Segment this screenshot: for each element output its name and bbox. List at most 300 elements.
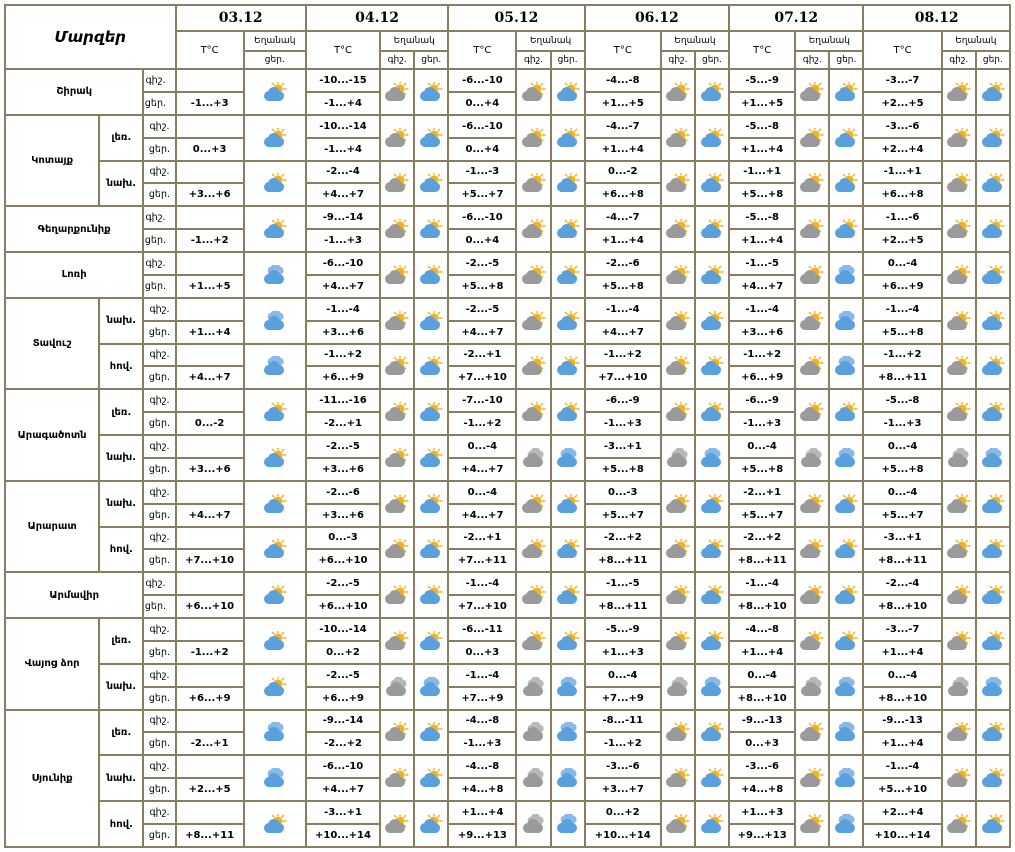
sun-behind-gray-cloud-icon (662, 219, 694, 239)
temperature-cell: -1...+4 (306, 92, 380, 115)
weather-header: Եղանակ (795, 31, 863, 51)
weather-header: Եղանակ (661, 31, 729, 51)
cloudy-blue-icon (552, 448, 584, 468)
weather-icon-cell (244, 481, 306, 527)
zone-label: հով. (99, 801, 143, 847)
temperature-cell: -4...-8 (448, 710, 516, 733)
weather-icon-cell (942, 389, 976, 435)
weather-icon-cell (661, 481, 695, 527)
gray-clouds-icon (796, 677, 828, 697)
temperature-cell: -2...-4 (863, 572, 941, 595)
weather-icon-cell (380, 527, 414, 573)
time-of-day-label: գիշ. (143, 618, 175, 641)
table-row (5, 527, 1010, 550)
weather-icon-cell (551, 69, 585, 115)
sun-behind-gray-cloud-icon (943, 356, 975, 376)
region-name: Վայոց ձոր (5, 618, 99, 710)
region-name: Լոռի (5, 252, 143, 298)
temperature-cell: -4...-7 (585, 115, 661, 138)
sun-behind-gray-cloud-icon (796, 265, 828, 285)
weather-icon-cell (244, 69, 306, 115)
temperature-cell: 0...-2 (585, 161, 661, 184)
weather-icon-cell (661, 572, 695, 618)
weather-icon-cell (551, 710, 585, 756)
date-header: 07.12 (729, 5, 863, 31)
night-subheader: գիշ. (516, 51, 550, 69)
sun-behind-cloud-icon (245, 677, 305, 697)
temperature-cell: +10...+14 (863, 824, 941, 847)
sun-behind-gray-cloud-icon (796, 768, 828, 788)
weather-icon-cell (244, 572, 306, 618)
weather-icon-cell (976, 389, 1010, 435)
date-header: 08.12 (863, 5, 1010, 31)
temperature-cell: +4...+7 (306, 778, 380, 801)
weather-icon-cell (795, 618, 829, 664)
cloudy-blue-icon (552, 814, 584, 834)
sun-behind-gray-cloud-icon (517, 265, 549, 285)
weather-icon-cell (695, 481, 729, 527)
weather-icon-cell (976, 344, 1010, 390)
empty-temp-cell (176, 435, 244, 458)
cloudy-blue-icon (830, 311, 862, 331)
gray-clouds-icon (662, 448, 694, 468)
sun-behind-cloud-icon (830, 219, 862, 239)
weather-icon-cell (976, 664, 1010, 710)
temperature-cell: 0...+2 (585, 801, 661, 824)
temperature-cell: +1...+5 (585, 92, 661, 115)
temperature-cell: -1...-6 (863, 206, 941, 229)
weather-icon-cell (551, 252, 585, 298)
temperature-cell: 0...+2 (306, 641, 380, 664)
temperature-cell: +7...+11 (448, 549, 516, 572)
table-row (5, 252, 1010, 275)
sun-behind-cloud-icon (977, 768, 1009, 788)
temperature-cell: -1...-4 (585, 298, 661, 321)
weather-icon-cell (551, 206, 585, 252)
empty-temp-cell (176, 298, 244, 321)
temperature-cell: 0...-4 (863, 664, 941, 687)
empty-temp-cell (176, 755, 244, 778)
sun-behind-cloud-icon (245, 814, 305, 834)
cloudy-blue-icon (830, 356, 862, 376)
sun-behind-cloud-icon (245, 173, 305, 193)
weather-icon-cell (516, 527, 550, 573)
temperature-cell: -6...-9 (729, 389, 795, 412)
sun-behind-cloud-icon (977, 402, 1009, 422)
sun-behind-gray-cloud-icon (943, 82, 975, 102)
temperature-cell: -2...+2 (306, 732, 380, 755)
table-row (5, 618, 1010, 641)
weather-icon-cell (551, 115, 585, 161)
temperature-cell: +5...+7 (729, 504, 795, 527)
temperature-cell: -1...+3 (306, 229, 380, 252)
region-name: Գեղարքունիք (5, 206, 143, 252)
sun-behind-cloud-icon (552, 402, 584, 422)
temperature-cell: +5...+8 (863, 321, 941, 344)
temperature-cell: -2...+1 (306, 412, 380, 435)
temperature-cell: -1...+2 (863, 344, 941, 367)
weather-icon-cell (695, 252, 729, 298)
sun-behind-cloud-icon (977, 631, 1009, 651)
sun-behind-gray-cloud-icon (517, 173, 549, 193)
temperature-cell: -3...+1 (585, 435, 661, 458)
table-row (5, 161, 1010, 184)
temperature-cell: +5...+10 (863, 778, 941, 801)
weather-icon-cell (661, 389, 695, 435)
gray-clouds-icon (517, 814, 549, 834)
temperature-cell: +4...+7 (176, 366, 244, 389)
sun-behind-gray-cloud-icon (662, 173, 694, 193)
sun-behind-gray-cloud-icon (381, 128, 413, 148)
weather-icon-cell (380, 389, 414, 435)
temperature-cell: +7...+10 (448, 595, 516, 618)
empty-temp-cell (176, 161, 244, 184)
weather-icon-cell (380, 252, 414, 298)
weather-icon-cell (695, 115, 729, 161)
temperature-cell: -2...-5 (306, 664, 380, 687)
region-name: Արարատ (5, 481, 99, 573)
sun-behind-cloud-icon (415, 265, 447, 285)
sun-behind-gray-cloud-icon (796, 219, 828, 239)
gray-clouds-icon (796, 448, 828, 468)
weather-icon-cell (551, 481, 585, 527)
weather-icon-cell (695, 527, 729, 573)
temperature-cell: +8...+10 (863, 687, 941, 710)
weather-icon-cell (661, 618, 695, 664)
weather-icon-cell (795, 69, 829, 115)
temperature-cell: +1...+4 (863, 641, 941, 664)
temperature-cell: -2...-6 (306, 481, 380, 504)
weather-icon-cell (942, 664, 976, 710)
time-of-day-label: գիշ. (143, 206, 175, 229)
temperature-cell: -6...-10 (448, 206, 516, 229)
weather-icon-cell (414, 527, 448, 573)
weather-icon-cell (244, 801, 306, 847)
weather-icon-cell (795, 801, 829, 847)
temperature-cell: +2...+5 (863, 92, 941, 115)
sun-behind-cloud-icon (977, 219, 1009, 239)
temperature-cell: -3...+1 (863, 527, 941, 550)
temperature-cell: +6...+10 (306, 595, 380, 618)
time-of-day-label: ցեր. (143, 778, 175, 801)
date-header: 05.12 (448, 5, 584, 31)
temperature-cell: -4...-8 (448, 755, 516, 778)
cloudy-blue-icon (830, 814, 862, 834)
time-of-day-label: ցեր. (143, 275, 175, 298)
weather-icon-cell (414, 664, 448, 710)
sun-behind-cloud-icon (830, 539, 862, 559)
weather-icon-cell (942, 298, 976, 344)
sun-behind-cloud-icon (245, 631, 305, 651)
temperature-cell: +7...+9 (448, 687, 516, 710)
temperature-cell: +4...+7 (448, 458, 516, 481)
sun-behind-cloud-icon (696, 128, 728, 148)
weather-icon-cell (380, 618, 414, 664)
sun-behind-gray-cloud-icon (381, 768, 413, 788)
weather-icon-cell (414, 69, 448, 115)
sun-behind-gray-cloud-icon (943, 631, 975, 651)
weather-icon-cell (516, 389, 550, 435)
temperature-cell: -5...-8 (863, 389, 941, 412)
empty-temp-cell (176, 710, 244, 733)
temperature-cell: 0...+4 (448, 92, 516, 115)
sun-behind-gray-cloud-icon (943, 768, 975, 788)
weather-icon-cell (942, 481, 976, 527)
temperature-cell: +3...+6 (306, 321, 380, 344)
weather-icon-cell (976, 206, 1010, 252)
temperature-cell: -3...-6 (585, 755, 661, 778)
weather-icon-cell (661, 298, 695, 344)
cloudy-blue-icon (830, 448, 862, 468)
temperature-cell: +2...+4 (863, 138, 941, 161)
temperature-cell: -1...+1 (729, 161, 795, 184)
sun-behind-gray-cloud-icon (943, 402, 975, 422)
temperature-cell: -10...-15 (306, 69, 380, 92)
sun-behind-gray-cloud-icon (517, 539, 549, 559)
temperature-cell: +9...+13 (729, 824, 795, 847)
cloudy-blue-icon (830, 265, 862, 285)
temperature-cell: +1...+4 (176, 321, 244, 344)
weather-icon-cell (414, 481, 448, 527)
date-header: 04.12 (306, 5, 448, 31)
table-row (5, 435, 1010, 458)
temperature-cell: -6...-10 (448, 69, 516, 92)
temperature-cell: 0...-4 (729, 435, 795, 458)
table-row (5, 801, 1010, 824)
sun-behind-cloud-icon (245, 128, 305, 148)
weather-icon-cell (551, 298, 585, 344)
weather-icon-cell (942, 161, 976, 207)
sun-behind-cloud-icon (415, 128, 447, 148)
sun-behind-gray-cloud-icon (517, 631, 549, 651)
weather-icon-cell (942, 252, 976, 298)
sun-behind-gray-cloud-icon (662, 768, 694, 788)
temperature-cell: -2...-6 (585, 252, 661, 275)
gray-clouds-icon (517, 722, 549, 742)
weather-icon-cell (661, 69, 695, 115)
regions-header: Մարզեր (5, 5, 176, 69)
weather-icon-cell (244, 344, 306, 390)
weather-icon-cell (551, 618, 585, 664)
sun-behind-gray-cloud-icon (943, 814, 975, 834)
temperature-cell: +8...+11 (863, 549, 941, 572)
temperature-cell: -1...+3 (448, 732, 516, 755)
region-name: Կոտայք (5, 115, 99, 207)
temperature-cell: -9...-13 (729, 710, 795, 733)
cloudy-blue-icon (245, 265, 305, 285)
sun-behind-gray-cloud-icon (662, 539, 694, 559)
weather-icon-cell (795, 527, 829, 573)
sun-behind-gray-cloud-icon (662, 585, 694, 605)
sun-behind-gray-cloud-icon (517, 128, 549, 148)
time-of-day-label: գիշ. (143, 481, 175, 504)
sun-behind-gray-cloud-icon (381, 585, 413, 605)
temperature-cell: +4...+7 (306, 275, 380, 298)
weather-icon-cell (414, 618, 448, 664)
temperature-cell: +5...+8 (585, 458, 661, 481)
time-of-day-label: գիշ. (143, 161, 175, 184)
day-subheader: ցեր. (976, 51, 1010, 69)
temperature-cell: -3...-7 (863, 69, 941, 92)
region-name: Տավուշ (5, 298, 99, 390)
sun-behind-cloud-icon (977, 814, 1009, 834)
weather-header: Եղանակ (516, 31, 584, 51)
weather-icon-cell (516, 298, 550, 344)
temperature-cell: +6...+9 (306, 366, 380, 389)
sun-behind-gray-cloud-icon (796, 631, 828, 651)
sun-behind-cloud-icon (245, 585, 305, 605)
temperature-cell: -2...+1 (448, 344, 516, 367)
zone-label: նախ. (99, 298, 143, 344)
sun-behind-cloud-icon (245, 539, 305, 559)
temperature-cell: -6...-10 (306, 252, 380, 275)
weather-icon-cell (695, 389, 729, 435)
temperature-cell: +3...+6 (729, 321, 795, 344)
weather-icon-cell (551, 664, 585, 710)
temperature-cell: +9...+13 (448, 824, 516, 847)
temperature-cell: -1...+2 (176, 229, 244, 252)
temperature-cell: -10...-14 (306, 618, 380, 641)
temperature-cell: +3...+6 (306, 458, 380, 481)
sun-behind-cloud-icon (977, 82, 1009, 102)
weather-icon-cell (661, 435, 695, 481)
sun-behind-gray-cloud-icon (381, 631, 413, 651)
weather-icon-cell (695, 435, 729, 481)
sun-behind-cloud-icon (245, 494, 305, 514)
temperature-cell: -2...-5 (448, 298, 516, 321)
sun-behind-cloud-icon (977, 173, 1009, 193)
temperature-cell: -1...-4 (306, 298, 380, 321)
sun-behind-cloud-icon (415, 82, 447, 102)
sun-behind-cloud-icon (830, 494, 862, 514)
cloudy-blue-icon (245, 768, 305, 788)
temperature-cell: -1...+2 (306, 344, 380, 367)
sun-behind-cloud-icon (696, 722, 728, 742)
temperature-cell: +1...+4 (585, 229, 661, 252)
time-of-day-label: ցեր. (143, 641, 175, 664)
weather-icon-cell (661, 710, 695, 756)
time-of-day-label: գիշ. (143, 435, 175, 458)
temperature-cell: -6...-10 (448, 115, 516, 138)
temperature-cell: +8...+11 (729, 549, 795, 572)
weather-icon-cell (380, 344, 414, 390)
temperature-cell: +2...+4 (863, 801, 941, 824)
sun-behind-cloud-icon (552, 173, 584, 193)
sun-behind-cloud-icon (696, 173, 728, 193)
temperature-cell: +4...+8 (729, 778, 795, 801)
temperature-cell: -3...+1 (306, 801, 380, 824)
temperature-cell: -3...-7 (863, 618, 941, 641)
weather-icon-cell (976, 801, 1010, 847)
weather-icon-cell (942, 69, 976, 115)
temperature-cell: +4...+7 (585, 321, 661, 344)
temperature-cell: +5...+8 (729, 458, 795, 481)
temperature-cell: +4...+7 (729, 275, 795, 298)
weather-icon-cell (695, 755, 729, 801)
sun-behind-cloud-icon (977, 356, 1009, 376)
temperature-cell: +4...+8 (448, 778, 516, 801)
sun-behind-cloud-icon (552, 265, 584, 285)
weather-icon-cell (829, 115, 863, 161)
time-of-day-label: ցեր. (143, 229, 175, 252)
temperature-cell: +4...+7 (448, 321, 516, 344)
weather-icon-cell (829, 344, 863, 390)
zone-label: նախ. (99, 664, 143, 710)
sun-behind-gray-cloud-icon (662, 402, 694, 422)
weather-icon-cell (976, 481, 1010, 527)
sun-behind-cloud-icon (830, 585, 862, 605)
weather-icon-cell (414, 115, 448, 161)
sun-behind-cloud-icon (696, 356, 728, 376)
sun-behind-gray-cloud-icon (943, 722, 975, 742)
weather-icon-cell (795, 298, 829, 344)
sun-behind-cloud-icon (696, 311, 728, 331)
temperature-cell: +5...+8 (585, 275, 661, 298)
forecast-table (4, 4, 1011, 848)
weather-icon-cell (516, 664, 550, 710)
table-row (5, 69, 1010, 92)
temperature-cell: -6...-10 (306, 755, 380, 778)
empty-temp-cell (176, 572, 244, 595)
time-of-day-label: գիշ. (143, 252, 175, 275)
temperature-cell: -2...+2 (585, 527, 661, 550)
weather-icon-cell (661, 206, 695, 252)
temperature-cell: +3...+6 (306, 504, 380, 527)
weather-icon-cell (551, 572, 585, 618)
night-subheader: գիշ. (795, 51, 829, 69)
weather-icon-cell (380, 710, 414, 756)
sun-behind-gray-cloud-icon (662, 722, 694, 742)
temperature-cell: -5...-8 (729, 206, 795, 229)
day-subheader: ցեր. (414, 51, 448, 69)
weather-icon-cell (829, 435, 863, 481)
weather-icon-cell (244, 206, 306, 252)
table-row (5, 206, 1010, 229)
weather-icon-cell (551, 161, 585, 207)
gray-clouds-icon (943, 448, 975, 468)
sun-behind-gray-cloud-icon (662, 82, 694, 102)
sun-behind-cloud-icon (415, 814, 447, 834)
sun-behind-gray-cloud-icon (517, 356, 549, 376)
weather-header: Եղանակ (942, 31, 1010, 51)
sun-behind-gray-cloud-icon (796, 722, 828, 742)
weather-header: Եղանակ (244, 31, 306, 51)
sun-behind-gray-cloud-icon (381, 539, 413, 559)
empty-temp-cell (176, 618, 244, 641)
temperature-cell: -1...-4 (448, 572, 516, 595)
temperature-cell: 0...-4 (585, 664, 661, 687)
table-row (5, 755, 1010, 778)
weather-icon-cell (795, 344, 829, 390)
weather-icon-cell (414, 389, 448, 435)
weather-icon-cell (414, 801, 448, 847)
sun-behind-cloud-icon (245, 402, 305, 422)
weather-icon-cell (829, 69, 863, 115)
sun-behind-gray-cloud-icon (381, 219, 413, 239)
cloudy-blue-icon (245, 356, 305, 376)
weather-icon-cell (942, 206, 976, 252)
weather-icon-cell (661, 801, 695, 847)
sun-behind-cloud-icon (245, 82, 305, 102)
sun-behind-cloud-icon (415, 631, 447, 651)
temperature-cell: +6...+9 (306, 687, 380, 710)
time-of-day-label: ցեր. (143, 687, 175, 710)
weather-icon-cell (244, 389, 306, 435)
sun-behind-cloud-icon (552, 128, 584, 148)
empty-temp-cell (176, 527, 244, 550)
time-of-day-label: գիշ. (143, 69, 175, 92)
zone-label: հով. (99, 344, 143, 390)
